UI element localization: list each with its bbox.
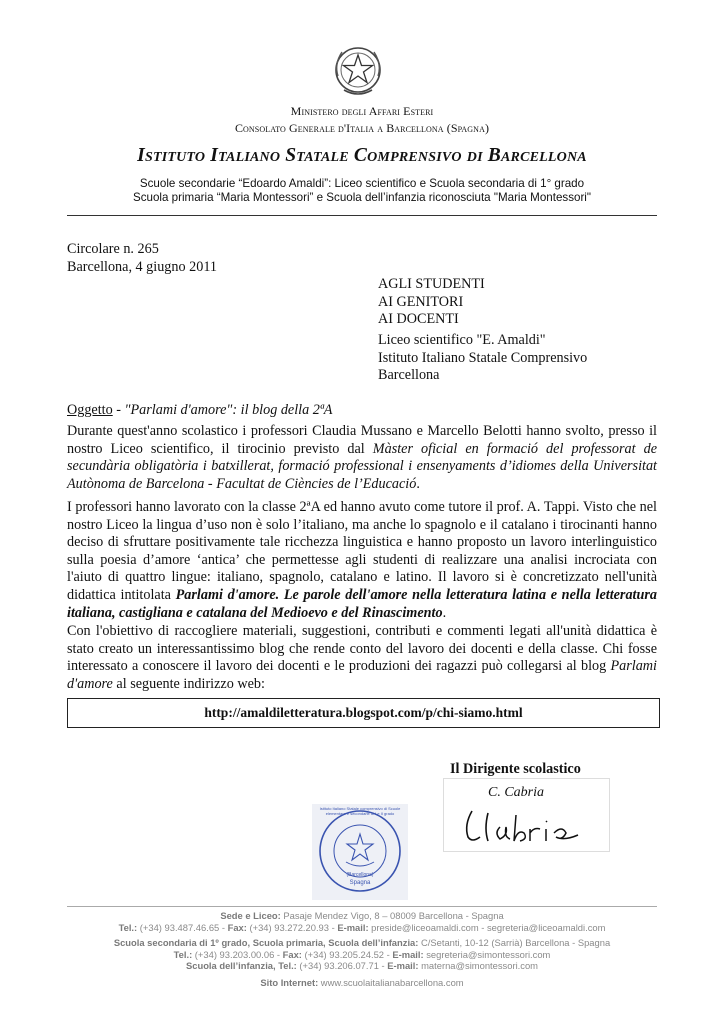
address-line: Istituto Italiano Statale Comprensivo — [378, 349, 588, 366]
p3-end: al seguente indirizzo web: — [112, 675, 265, 692]
recipient: AI DOCENTI — [378, 311, 459, 328]
subject-line — [67, 402, 332, 420]
footer-line-3: Scuola secondaria di 1º grado, Scuola primaria, Scuola dell’infanzia: C/Setanti, 10-12 (Sarrià) Barcellona - Spagna — [113, 937, 611, 949]
stamp-city: (Barcellona) — [346, 872, 374, 878]
circolare-number: Circolare n. 265 — [67, 241, 159, 257]
blog-url-link[interactable]: http://amaldiletteratura.blogspot.com/p/chi-siamo.html — [204, 705, 523, 720]
stamp-country: Spagna — [349, 880, 371, 886]
p3-text: Con l'obiettivo di raccogliere materiali, suggestioni, contributi e commenti legati all'unità didattica è stato creato un interessantissimo blog che rende conto del lavoro dei docenti e della classe. Chi fosse interessato a conoscere il lavoro dei docenti e le produzioni dei ragazzi può collegarsi al blog — [67, 623, 657, 675]
paragraph-2 — [67, 499, 657, 622]
schools-line-2: Scuola primaria “Maria Montessori” e Scuola dell’infanzia riconosciuta "Maria Montessori" — [133, 191, 591, 204]
recipient: AI GENITORI — [378, 293, 464, 310]
schools-line-1: Scuole secondarie “Edoardo Amaldi”: Liceo scientifico e Scuola secondaria di 1° grado — [139, 177, 585, 190]
footer — [0, 910, 724, 989]
p1-text: Durante quest'anno scolastico i professori Claudia Mussano e Marcello Belotti hanno svolto, presso il nostro Liceo scientifico, il tirocinio previsto dal — [67, 423, 657, 457]
signature-name: C. Cabria — [488, 785, 545, 800]
paragraph-3 — [67, 623, 657, 693]
p1-end: . — [416, 475, 420, 492]
official-stamp — [312, 804, 408, 900]
letter-date: Barcellona, 4 giugno 2011 — [67, 259, 217, 275]
subject-text: "Parlami d'amore": il blog della 2ªA — [124, 402, 333, 418]
header-divider — [67, 215, 657, 216]
italian-republic-emblem — [330, 42, 386, 98]
footer-line-5: Scuola dell’infanzia, Tel.: (+34) 93.206.07.71 - E-mail: materna@simontessori.com — [186, 960, 538, 972]
p3-blog-name: Parlami d'amore — [67, 658, 657, 692]
subject-separator: - — [112, 402, 125, 418]
footer-divider — [67, 906, 657, 907]
signature-area — [443, 778, 610, 852]
ministry-line: Ministero degli Affari Esteri — [290, 104, 434, 118]
website-link[interactable]: www.scuolaitalianabarcellona.com — [318, 976, 464, 988]
consulate-line: Consolato Generale d'Italia a Barcellona (Spagna) — [234, 121, 490, 135]
recipients-block — [378, 276, 485, 329]
footer-line-1: Sede e Liceo: Pasaje Mendez Vigo, 8 – 08009 Barcellona - Spagna — [220, 910, 504, 921]
school-address-block — [378, 332, 587, 385]
address-line: Barcellona — [378, 367, 440, 384]
p1-master-title: Màster oficial en formació del professorat de secundària obligatòria i batxillerat, formació professional i ensenyaments d’idiomes della Universitat Autònoma de Barcelona - Facultat de Ciències de l’Educació — [67, 440, 657, 492]
subject-label: Oggetto — [67, 402, 113, 418]
footer-line-6: Sito Internet: www.scuolaitalianabarcellona.com — [260, 976, 464, 988]
signature-title: Il Dirigente scolastico — [450, 761, 581, 777]
handwritten-signature-icon — [458, 803, 604, 849]
blog-url-box — [67, 698, 660, 728]
p2-end: . — [442, 604, 447, 621]
p2-unit-title: Parlami d'amore. Le parole dell'amore nella letteratura latina e nella letteratura italiana, castigliana e catalana del Medioevo e del Rinascimento — [67, 586, 657, 621]
footer-line-2: Tel.: (+34) 93.487.46.65 - Fax: (+34) 93.272.20.93 - E-mail: preside@liceoamaldi.com - segreteria@liceoamaldi.com — [118, 921, 606, 933]
paragraph-1 — [67, 423, 657, 493]
p2-text: I professori hanno lavorato con la classe 2ªA ed hanno avuto come tutore il prof. A. Tappi. Visto che nel nostro Liceo la lingua d’uso non è solo l’italiano, ma anche lo spagnolo e il catalano i tirocinanti hanno deciso di sfruttare positivamente tale ricchezza linguistica e hanno proposto un lavoro interlinguistico sulla poesia d’amore ‘antica’ che permettesse agli studenti di realizzare una analisi incrociata con l'aiuto di quattro lingue: italiano, spagnolo, catalano e latino. Il lavoro si è concretizzato nell'unità didattica intitolata — [67, 499, 657, 603]
institute-title: Istituto Italiano Statale Comprensivo di Barcellona — [137, 145, 587, 166]
stamp-ring-text: Istituto Italiano Statale comprensivo di Scuole elementare e secondarie di I e II grado — [319, 806, 401, 816]
footer-line-4: Tel.: (+34) 93.203.00.06 - Fax: (+34) 93.205.24.52 - E-mail: segreteria@simontessori.com — [173, 948, 551, 960]
address-line: Liceo scientifico "E. Amaldi" — [378, 332, 546, 348]
recipient: AGLI STUDENTI — [378, 276, 485, 292]
